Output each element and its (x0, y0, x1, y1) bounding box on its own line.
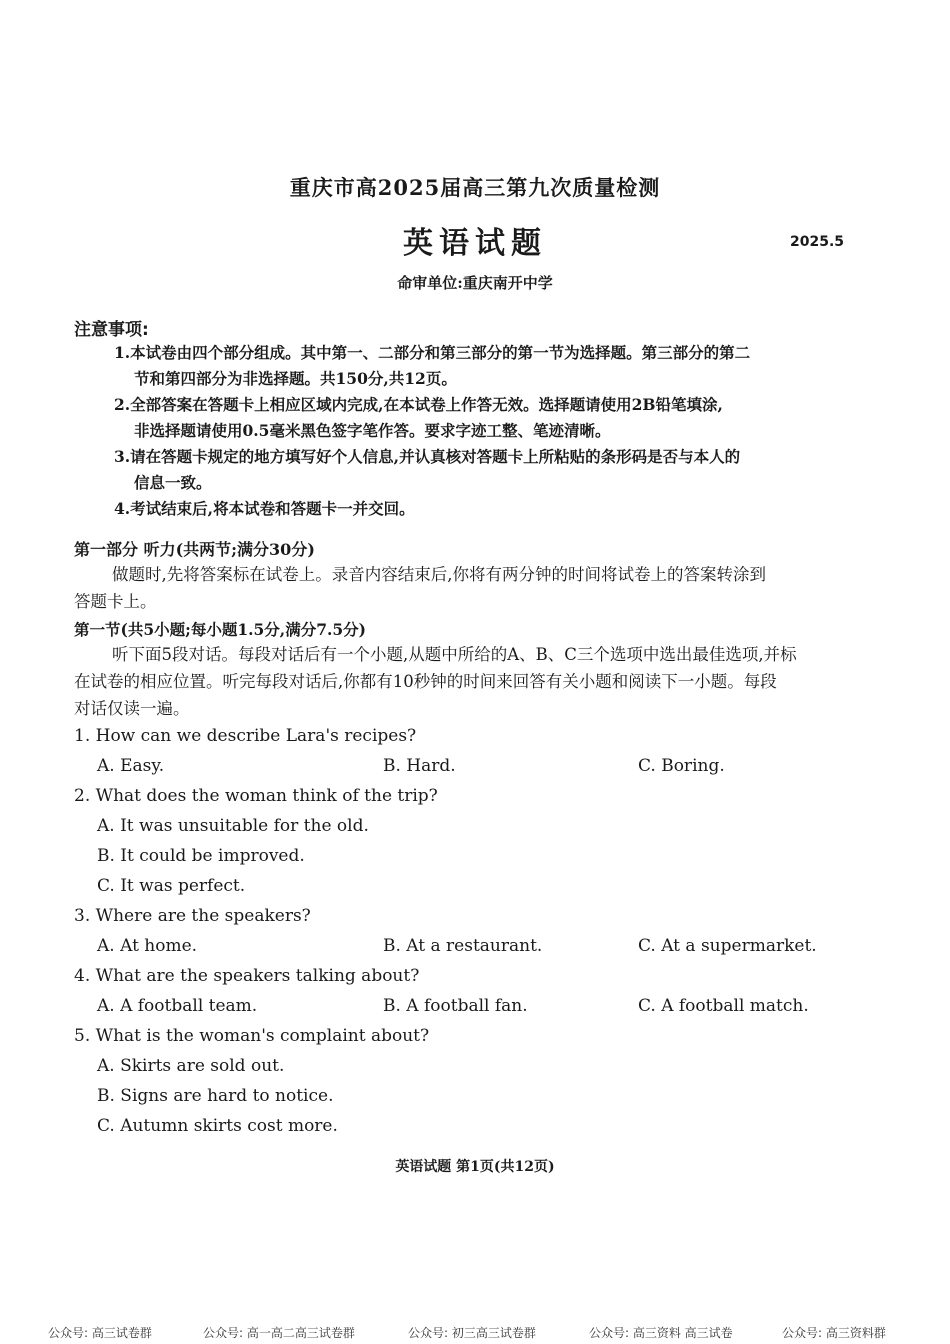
notice-item-3-line-1: 3.请在答题卡规定的地方填写好个人信息,并认真核对答题卡上所粘贴的条形码是否与本人的 (114, 447, 741, 466)
notice-item-4-line-1: 4.考试结束后,将本试卷和答题卡一并交回。 (114, 499, 415, 518)
watermark-4: 公众号: 高三资料 高三试卷 (589, 1326, 733, 1340)
question-2-option-c: C. It was perfect. (97, 876, 246, 896)
question-5-option-a: A. Skirts are sold out. (97, 1056, 285, 1076)
question-2: 2. What does the woman think of the trip? (74, 786, 438, 806)
question-3: 3. Where are the speakers? (74, 906, 311, 926)
question-5-option-b: B. Signs are hard to notice. (97, 1086, 334, 1106)
section1-line-2: 在试卷的相应位置。听完每段对话后,你都有10秒钟的时间来回答有关小题和阅读下一小题。每段 (74, 672, 777, 691)
notice-item-1-line-1: 1.本试卷由四个部分组成。其中第一、二部分和第三部分的第一节为选择题。第三部分的第二 (114, 343, 751, 362)
question-2-option-b: B. It could be improved. (97, 846, 305, 866)
question-4-option-a: A. A football team. (97, 996, 258, 1016)
notice-item-2-line-2: 非选择题请使用0.5毫米黑色签字笔作答。要求字迹工整、笔迹清晰。 (134, 421, 611, 440)
subject-title: 英语试题 (403, 226, 547, 261)
part1-intro-line-2: 答题卡上。 (74, 592, 157, 611)
question-1-option-a: A. Easy. (97, 756, 165, 776)
part1-heading: 第一部分 听力(共两节;满分30分) (74, 540, 315, 559)
question-4-option-c: C. A football match. (638, 996, 809, 1016)
notice-item-1-line-2: 节和第四部分为非选择题。共150分,共12页。 (134, 369, 457, 388)
question-4: 4. What are the speakers talking about? (74, 966, 420, 986)
question-5-option-c: C. Autumn skirts cost more. (97, 1116, 338, 1136)
notice-heading: 注意事项: (74, 320, 149, 340)
page-footer: 英语试题 第1页(共12页) (395, 1159, 555, 1175)
question-1-option-c: C. Boring. (638, 756, 725, 776)
notice-item-2-line-1: 2.全部答案在答题卡上相应区域内完成,在本试卷上作答无效。选择题请使用2B铅笔填涂, (114, 395, 723, 414)
watermark-2: 公众号: 高一高二高三试卷群 (203, 1326, 355, 1340)
question-3-option-a: A. At home. (97, 936, 198, 956)
question-3-option-c: C. At a supermarket. (638, 936, 817, 956)
section1-line-1: 听下面5段对话。每段对话后有一个小题,从题中所给的A、B、C三个选项中选出最佳选项,并标 (112, 645, 797, 664)
section1-heading: 第一节(共5小题;每小题1.5分,满分7.5分) (74, 620, 367, 639)
part1-intro-line-1: 做题时,先将答案标在试卷上。录音内容结束后,你将有两分钟的时间将试卷上的答案转涂到 (112, 565, 766, 584)
watermark-1: 公众号: 高三试卷群 (48, 1326, 152, 1340)
question-2-option-a: A. It was unsuitable for the old. (97, 816, 369, 836)
exam-date: 2025.5 (790, 234, 845, 250)
question-4-option-b: B. A football fan. (383, 996, 528, 1016)
watermark-5: 公众号: 高三资料群 (782, 1326, 886, 1340)
notice-item-3-line-2: 信息一致。 (134, 473, 212, 492)
section1-line-3: 对话仅读一遍。 (74, 699, 190, 718)
exam-title: 重庆市高2025届高三第九次质量检测 (289, 175, 661, 200)
watermark-3: 公众号: 初三高三试卷群 (408, 1326, 536, 1340)
question-1-option-b: B. Hard. (383, 756, 456, 776)
question-1: 1. How can we describe Lara's recipes? (74, 726, 417, 746)
question-5: 5. What is the woman's complaint about? (74, 1026, 430, 1046)
issuing-unit: 命审单位:重庆南开中学 (397, 274, 553, 292)
question-3-option-b: B. At a restaurant. (383, 936, 543, 956)
